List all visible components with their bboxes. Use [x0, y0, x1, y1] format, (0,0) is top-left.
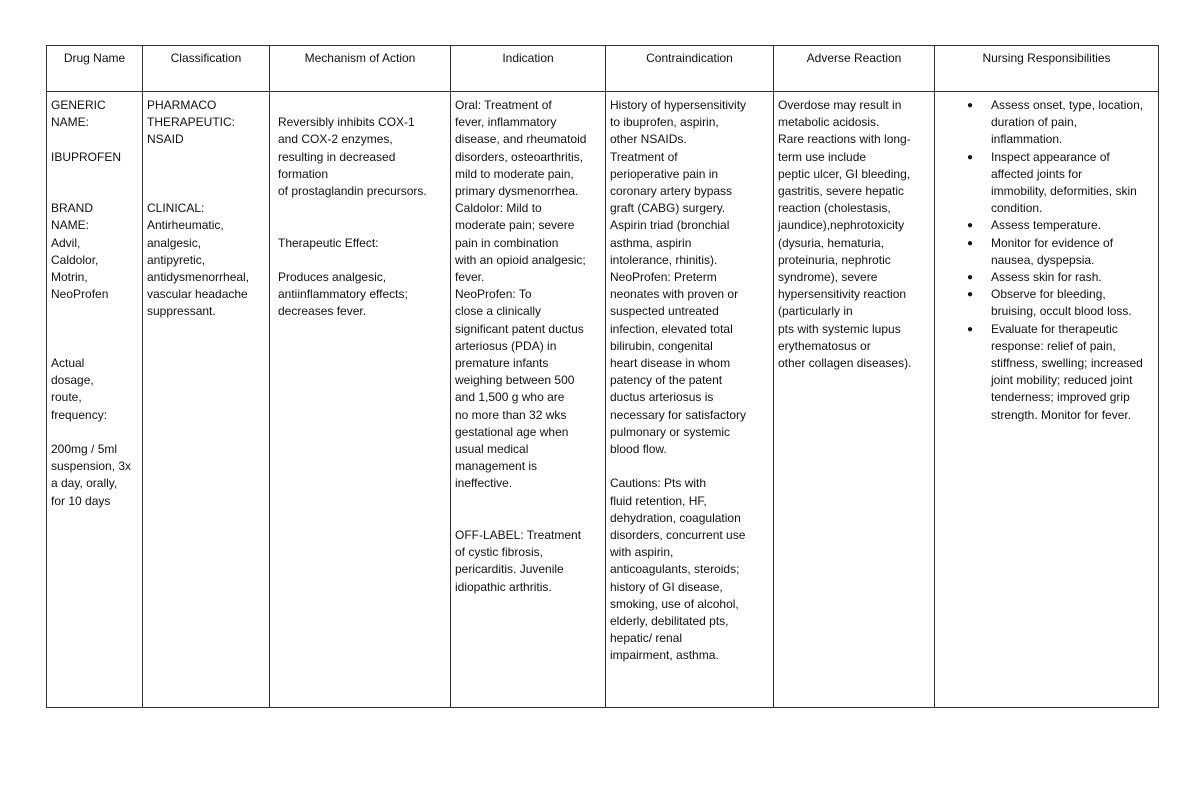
mechanism-line: of prostaglandin precursors.	[278, 184, 427, 198]
off-label-line: pericarditis. Juvenile	[455, 562, 564, 577]
nursing-line: Evaluate for therapeutic	[991, 321, 1118, 336]
indication-line: mild to moderate pain,	[455, 166, 574, 181]
nursing-line: Observe for bleeding,	[991, 287, 1106, 302]
pharmaco-label: THERAPEUTIC:	[147, 115, 236, 130]
adverse-line: Overdose may result in	[778, 98, 902, 112]
header-mechanism: Mechanism of Action	[270, 46, 451, 92]
caution-line: smoking, use of alcohol,	[610, 596, 739, 611]
mechanism-line: resulting in decreased	[278, 149, 396, 164]
therapeutic-effect-label: Therapeutic Effect:	[278, 235, 379, 250]
pharmaco-label: PHARMACO	[147, 98, 217, 112]
indication-line: weighing between 500	[455, 373, 575, 388]
nursing-line: Monitor for evidence of	[991, 235, 1114, 250]
nursing-line: tenderness; improved grip	[991, 390, 1130, 405]
brand-item: Caldolor,	[51, 252, 99, 267]
clinical-value: antidysmenorrheal,	[147, 270, 250, 285]
indication-line: disorders, osteoarthritis,	[455, 149, 584, 164]
caution-line: Cautions: Pts with	[610, 476, 707, 491]
contraindication-line: to ibuprofen, aspirin,	[610, 115, 719, 130]
contraindication-line: neonates with proven or	[610, 287, 739, 302]
contraindication-line: patency of the patent	[610, 373, 723, 388]
bullet-icon: ●	[967, 220, 974, 232]
header-indication: Indication	[451, 46, 606, 92]
nursing-line: inflammation.	[991, 132, 1063, 147]
contraindication-line: Aspirin triad (bronchial	[610, 218, 730, 233]
indication-line: NeoProfen: To	[455, 287, 532, 302]
adverse-line: reaction (cholestasis,	[778, 201, 891, 216]
caution-line: history of GI disease,	[610, 579, 723, 594]
indication-line: close a clinically	[455, 304, 542, 319]
pharmaco-value: NSAID	[147, 132, 184, 147]
indication-line: fever.	[455, 270, 485, 285]
generic-label-2: NAME:	[51, 115, 90, 130]
contraindication-line: blood flow.	[610, 442, 667, 457]
dosage-line: for 10 days	[51, 493, 111, 508]
generic-value: IBUPROFEN	[51, 149, 122, 164]
header-contraindication: Contraindication	[606, 46, 774, 92]
contraindication-line: suspected untreated	[610, 304, 719, 319]
brand-item: NeoProfen	[51, 287, 109, 302]
indication-line: and 1,500 g who are	[455, 390, 565, 405]
contraindication-cell	[606, 92, 774, 708]
contraindication-line: asthma, aspirin	[610, 235, 692, 250]
classification-cell	[143, 92, 270, 708]
indication-line: primary dysmenorrhea.	[455, 184, 579, 199]
mechanism-line: Reversibly inhibits COX-1	[278, 115, 415, 130]
actual-label: dosage,	[51, 373, 94, 388]
header-classification: Classification	[143, 46, 270, 92]
table-body-row	[47, 92, 1159, 708]
off-label-line: idiopathic arthritis.	[455, 579, 552, 594]
mechanism-cell	[270, 92, 451, 708]
table-header-row	[47, 46, 1159, 92]
nursing-line: Assess temperature.	[991, 218, 1102, 233]
caution-line: disorders, concurrent use	[610, 528, 746, 543]
adverse-line: syndrome), severe	[778, 270, 878, 285]
indication-line: disease, and rheumatoid	[455, 132, 587, 147]
contraindication-line: infection, elevated total	[610, 321, 733, 336]
indication-line: gestational age when	[455, 424, 569, 439]
indication-line: with an opioid analgesic;	[455, 252, 586, 267]
actual-label: Actual	[51, 356, 85, 370]
actual-label: frequency:	[51, 407, 108, 422]
off-label-line: OFF-LABEL: Treatment	[455, 528, 582, 543]
contraindication-line: intolerance, rhinitis).	[610, 252, 718, 267]
contraindication-line: other NSAIDs.	[610, 132, 687, 147]
bullet-icon: ●	[967, 289, 974, 301]
header-nursing: Nursing Responsibilities	[935, 46, 1159, 92]
caution-line: fluid retention, HF,	[610, 493, 707, 508]
brand-label: BRAND	[51, 201, 94, 216]
header-drug-name: Drug Name	[47, 46, 143, 92]
adverse-line: peptic ulcer, GI bleeding,	[778, 166, 911, 181]
nursing-item	[967, 235, 1154, 269]
dosage-line: a day, orally,	[51, 476, 118, 491]
nursing-line: bruising, occult blood loss.	[991, 304, 1132, 319]
contraindication-line: bilirubin, congenital	[610, 338, 713, 353]
adverse-line: proteinuria, nephrotic	[778, 252, 891, 267]
nursing-line: strength. Monitor for fever.	[991, 407, 1132, 422]
nursing-item	[967, 286, 1154, 320]
indication-line: premature infants	[455, 356, 549, 371]
nursing-line: Inspect appearance of	[991, 149, 1110, 164]
adverse-line: gastritis, severe hepatic	[778, 184, 905, 199]
clinical-value: antipyretic,	[147, 252, 206, 267]
actual-label: route,	[51, 390, 82, 405]
indication-line: ineffective.	[455, 476, 513, 491]
caution-line: elderly, debilitated pts,	[610, 614, 729, 629]
adverse-line: Rare reactions with long-	[778, 132, 911, 147]
adverse-line: term use include	[778, 149, 867, 164]
mechanism-line: formation	[278, 166, 329, 181]
generic-label: GENERIC	[51, 98, 106, 112]
bullet-icon: ●	[967, 151, 974, 163]
indication-cell	[451, 92, 606, 708]
brand-item: Advil,	[51, 235, 81, 250]
contraindication-line: History of hypersensitivity	[610, 98, 747, 112]
drug-name-cell	[47, 92, 143, 708]
mechanism-line: and COX-2 enzymes,	[278, 132, 393, 147]
contraindication-line: coronary artery bypass	[610, 184, 733, 199]
contraindication-line: necessary for satisfactory	[610, 407, 747, 422]
bullet-icon: ●	[967, 100, 974, 111]
nursing-line: Assess onset, type, location,	[991, 98, 1144, 112]
clinical-value: Antirheumatic,	[147, 218, 224, 233]
nursing-line: joint mobility; reduced joint	[991, 373, 1133, 388]
contraindication-line: pulmonary or systemic	[610, 424, 731, 439]
caution-line: anticoagulants, steroids;	[610, 562, 740, 577]
nursing-item	[967, 97, 1154, 149]
brand-label-2: NAME:	[51, 218, 90, 233]
nursing-line: nausea, dyspepsia.	[991, 252, 1095, 267]
nursing-item	[967, 149, 1154, 218]
nursing-item	[967, 321, 1154, 424]
header-adverse-reaction: Adverse Reaction	[774, 46, 935, 92]
contraindication-line: perioperative pain in	[610, 166, 719, 181]
nursing-line: Assess skin for rash.	[991, 270, 1102, 285]
indication-line: usual medical	[455, 442, 529, 457]
effect-line: antiinflammatory effects;	[278, 287, 408, 302]
indication-line: moderate pain; severe	[455, 218, 575, 233]
bullet-icon: ●	[967, 323, 974, 335]
nursing-item	[967, 269, 1154, 286]
bullet-icon: ●	[967, 272, 974, 284]
drug-study-table	[46, 45, 1159, 708]
contraindication-line: graft (CABG) surgery.	[610, 201, 726, 216]
contraindication-line: heart disease in whom	[610, 356, 731, 371]
caution-line: with aspirin,	[610, 545, 674, 560]
brand-item: Motrin,	[51, 270, 88, 284]
nursing-line: response: relief of pain,	[991, 338, 1116, 353]
nursing-line: affected joints for	[991, 166, 1083, 181]
adverse-line: jaundice),nephrotoxicity	[778, 218, 905, 233]
indication-line: Oral: Treatment of	[455, 98, 552, 112]
indication-line: Caldolor: Mild to	[455, 201, 542, 216]
nursing-line: stiffness, swelling; increased	[991, 356, 1143, 371]
contraindication-line: ductus arteriosus is	[610, 390, 714, 405]
adverse-line: (particularly in	[778, 304, 853, 319]
adverse-reaction-cell	[774, 92, 935, 708]
clinical-value: suppressant.	[147, 304, 216, 319]
indication-line: no more than 32 wks	[455, 407, 567, 422]
indication-line: pain in combination	[455, 235, 559, 250]
caution-line: impairment, asthma.	[610, 648, 719, 663]
nursing-line: duration of pain,	[991, 115, 1078, 130]
indication-line: management is	[455, 459, 538, 474]
adverse-line: pts with systemic lupus	[778, 321, 901, 336]
adverse-line: metabolic acidosis.	[778, 115, 880, 130]
contraindication-line: NeoProfen: Preterm	[610, 270, 717, 285]
indication-line: fever, inflammatory	[455, 115, 557, 130]
clinical-value: analgesic,	[147, 235, 202, 250]
adverse-line: erythematosus or	[778, 338, 871, 353]
indication-line: arteriosus (PDA) in	[455, 338, 557, 353]
indication-line: significant patent ductus	[455, 321, 584, 336]
clinical-value: vascular headache	[147, 287, 248, 302]
adverse-line: (dysuria, hematuria,	[778, 235, 885, 250]
nursing-cell	[935, 92, 1159, 708]
caution-line: hepatic/ renal	[610, 631, 683, 646]
caution-line: dehydration, coagulation	[610, 510, 741, 525]
dosage-line: suspension, 3x	[51, 459, 132, 474]
off-label-line: of cystic fibrosis,	[455, 545, 544, 560]
nursing-line: condition.	[991, 201, 1043, 216]
nursing-item	[967, 217, 1154, 234]
clinical-label: CLINICAL:	[147, 201, 205, 216]
bullet-icon: ●	[967, 237, 974, 249]
effect-line: decreases fever.	[278, 304, 367, 319]
nursing-line: immobility, deformities, skin	[991, 184, 1137, 199]
effect-line: Produces analgesic,	[278, 269, 387, 284]
adverse-line: other collagen diseases).	[778, 356, 912, 371]
adverse-line: hypersensitivity reaction	[778, 287, 907, 302]
contraindication-line: Treatment of	[610, 149, 678, 164]
dosage-line: 200mg / 5ml	[51, 442, 118, 456]
